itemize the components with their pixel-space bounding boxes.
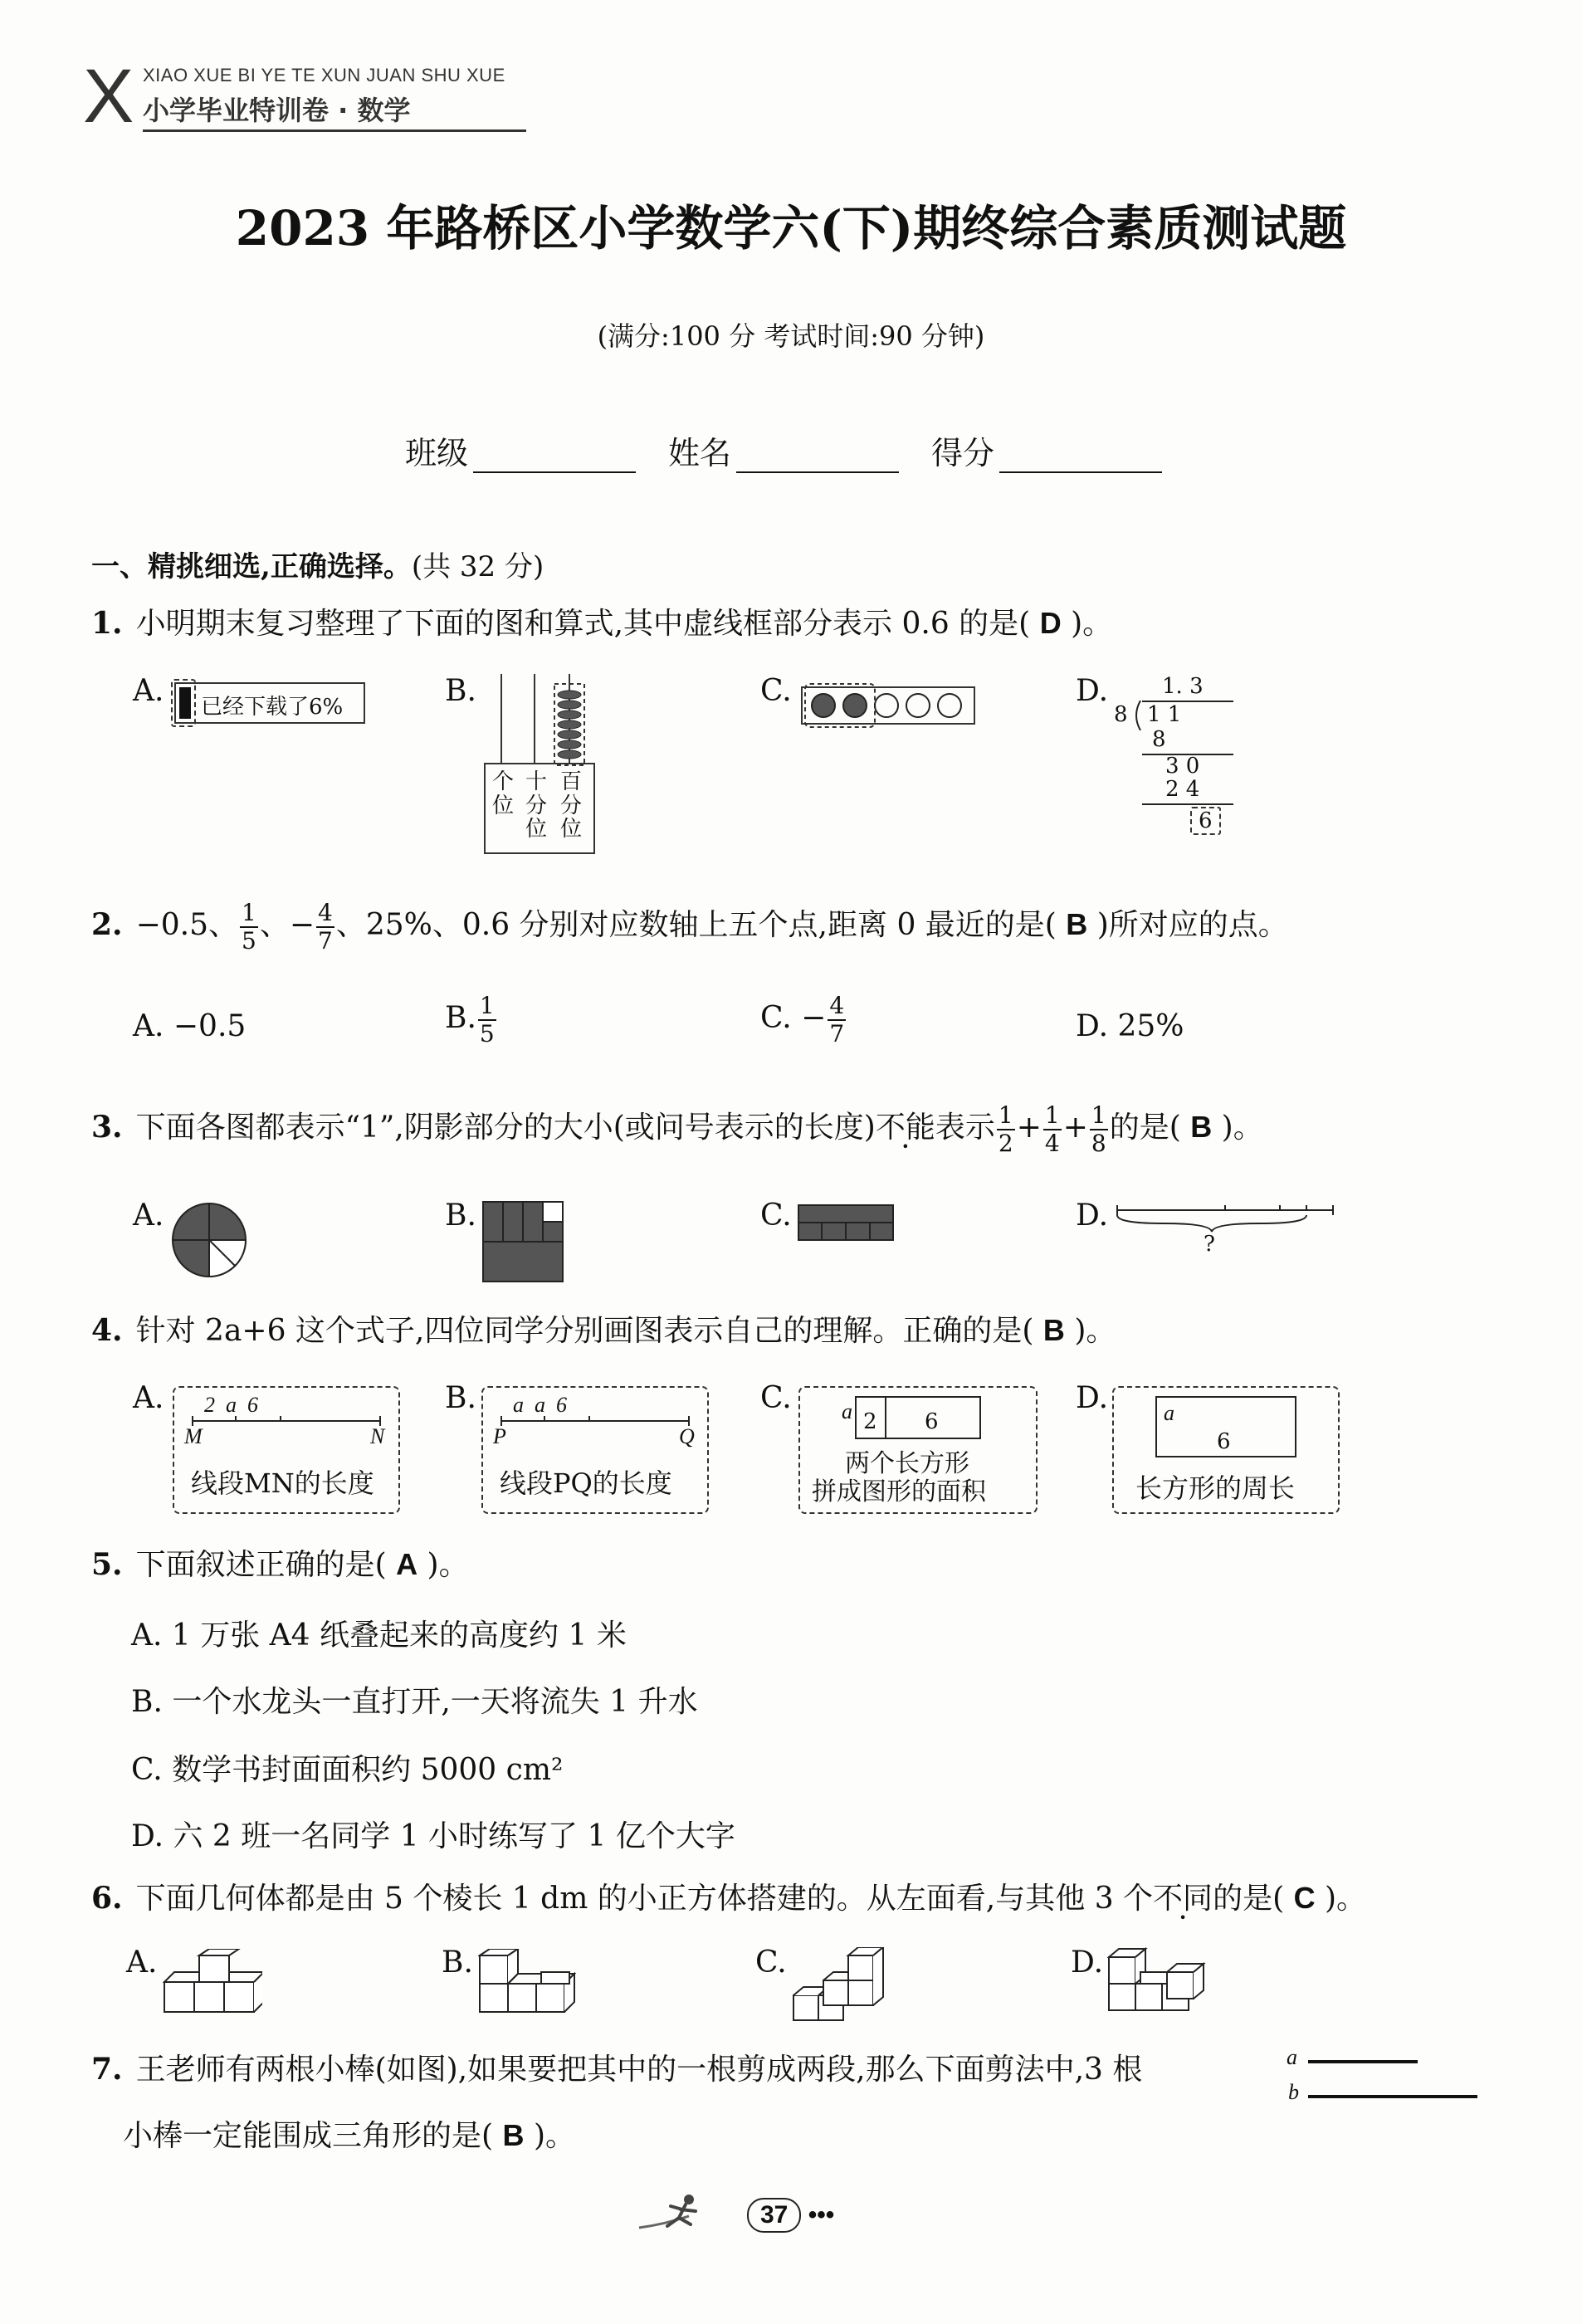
answer-4: B (1042, 1313, 1065, 1347)
q5-option-c: C. 数学书封面面积约 5000 cm² (131, 1753, 564, 1787)
q2-option-a: A. −0.5 (133, 1009, 247, 1043)
q4-option-a-label: A. (133, 1381, 164, 1415)
question-4: 4. 针对 2a+6 这个式子,四位同学分别画图表示自己的理解。正确的是( B )。 (91, 1313, 1116, 1348)
score-field[interactable]: 得分 (931, 427, 1162, 473)
page-title: 2023 年路桥区小学数学六(下)期终综合素质测试题 (235, 200, 1347, 256)
exam-subtitle: (满分:100 分 考试时间:90 分钟) (597, 320, 985, 352)
q2-option-b: B. $\frac{1}{5}$ (445, 992, 495, 1047)
q3-option-d-label: D. (1076, 1199, 1109, 1233)
cubes-d (1107, 1947, 1215, 2025)
answer-1: D (1039, 606, 1062, 640)
answer-2: B (1066, 907, 1088, 941)
answer-7: B (502, 2118, 525, 2152)
stick-a-label: a (1287, 2045, 1297, 2069)
q6-option-b-label: B. (442, 1946, 473, 1980)
pie-figure (169, 1200, 249, 1280)
long-division: 1. 3 8 1 1 8 3 0 2 4 6 (1112, 674, 1253, 840)
page-number: 37 ••• (747, 2198, 834, 2233)
q4-option-a-box: 2 a 6 M N 线段MN的长度 (173, 1386, 400, 1514)
q3-option-a-label: A. (133, 1199, 164, 1233)
cubes-b (478, 1949, 586, 2025)
q1-option-c-label: C. (760, 674, 792, 708)
q5-option-b: B. 一个水龙头一直打开,一天将流失 1 升水 (131, 1685, 698, 1719)
q6-option-d-label: D. (1071, 1946, 1104, 1980)
question-6: 6. 下面几何体都是由 5 个棱长 1 dm 的小正方体搭建的。从左面看,与其他 3 个不同的是( C )。 (91, 1881, 1367, 1916)
class-field[interactable]: 班级 (405, 427, 636, 473)
runner-icon (631, 2191, 714, 2241)
q4-option-b-label: B. (445, 1381, 476, 1415)
series-title: 小学毕业特训卷 · 数学 (143, 95, 411, 126)
question-7-line2: 小棒一定能围成三角形的是( B )。 (123, 2118, 575, 2153)
q4-option-c-box: a 2 6 两个长方形 拼成图形的面积 (798, 1386, 1038, 1514)
stick-b-label: b (1288, 2080, 1299, 2104)
answer-3: B (1190, 1110, 1213, 1144)
q3-option-b-label: B. (445, 1199, 476, 1233)
question-2: 2. −0.5、 $\frac{1}{5}$ 、− $\frac{4}{7}$ 、25%、0.6 分别对应数轴上五个点,距离 0 最近的是( B )所对应的点。 (91, 899, 1288, 954)
q4-option-d-label: D. (1076, 1381, 1109, 1415)
remainder-box: 6 (1190, 807, 1221, 835)
download-bar: 已经下载了6% (174, 682, 365, 724)
abacus-col-hundredths: 百 分 位 (559, 769, 582, 842)
question-5: 5. 下面叙述正确的是( A )。 (91, 1547, 469, 1582)
header-rule (143, 129, 526, 132)
stick-a (1308, 2060, 1418, 2063)
question-7: 7. 王老师有两根小棒(如图),如果要把其中的一根剪成两段,那么下面剪法中,3 根 (91, 2052, 1143, 2087)
stick-b (1308, 2095, 1477, 2098)
q4-option-b-box: a a 6 P Q 线段PQ的长度 (481, 1386, 709, 1514)
cubes-c (792, 1947, 891, 2027)
q4-option-d-box: a 6 长方形的周长 (1112, 1386, 1340, 1514)
answer-5: A (396, 1547, 418, 1581)
cubes-a (163, 1949, 262, 2024)
question-3: 3. 下面各图都表示“1”,阴影部分的大小(或问号表示的长度)不能表示 $\frac{1}{2}$ + $\frac{1}{4}$ + $\frac{1}{8}$ 的是( B )。 (91, 1101, 1263, 1157)
q1-option-a-label: A. (133, 674, 164, 708)
q5-option-d: D. 六 2 班一名同学 1 小时练写了 1 亿个大字 (131, 1819, 735, 1853)
square-figure (481, 1200, 564, 1283)
abacus-col-tenths: 十 分 位 (525, 769, 547, 842)
q6-option-c-label: C. (755, 1946, 787, 1980)
name-field[interactable]: 姓名 (668, 427, 899, 473)
q1-option-d-label: D. (1076, 674, 1109, 708)
answer-6: C (1293, 1881, 1316, 1915)
bar-figure (797, 1204, 896, 1242)
q2-option-d: D. 25% (1076, 1009, 1184, 1043)
abacus-col-ones: 个 位 (491, 769, 514, 818)
q2-option-c: C. − $\frac{4}{7}$ (760, 992, 845, 1047)
question-mark: ? (1204, 1232, 1215, 1257)
q4-option-c-label: C. (760, 1381, 792, 1415)
q3-option-c-label: C. (760, 1199, 792, 1233)
series-pinyin: XIAO XUE BI YE TE XUN JUAN SHU XUE (143, 65, 505, 85)
circles-figure (798, 682, 981, 729)
q6-option-a-label: A. (126, 1946, 158, 1980)
q1-option-b-label: B. (445, 674, 476, 708)
logo-letter: X (83, 54, 134, 139)
segment-figure (1114, 1202, 1338, 1252)
question-1: 1. 小明期末复习整理了下面的图和算式,其中虚线框部分表示 0.6 的是( D )。 (91, 606, 1113, 641)
section-heading: 一、精挑细选,正确选择。(共 32 分) (91, 550, 544, 583)
q5-option-a: A. 1 万张 A4 纸叠起来的高度约 1 米 (131, 1618, 627, 1653)
